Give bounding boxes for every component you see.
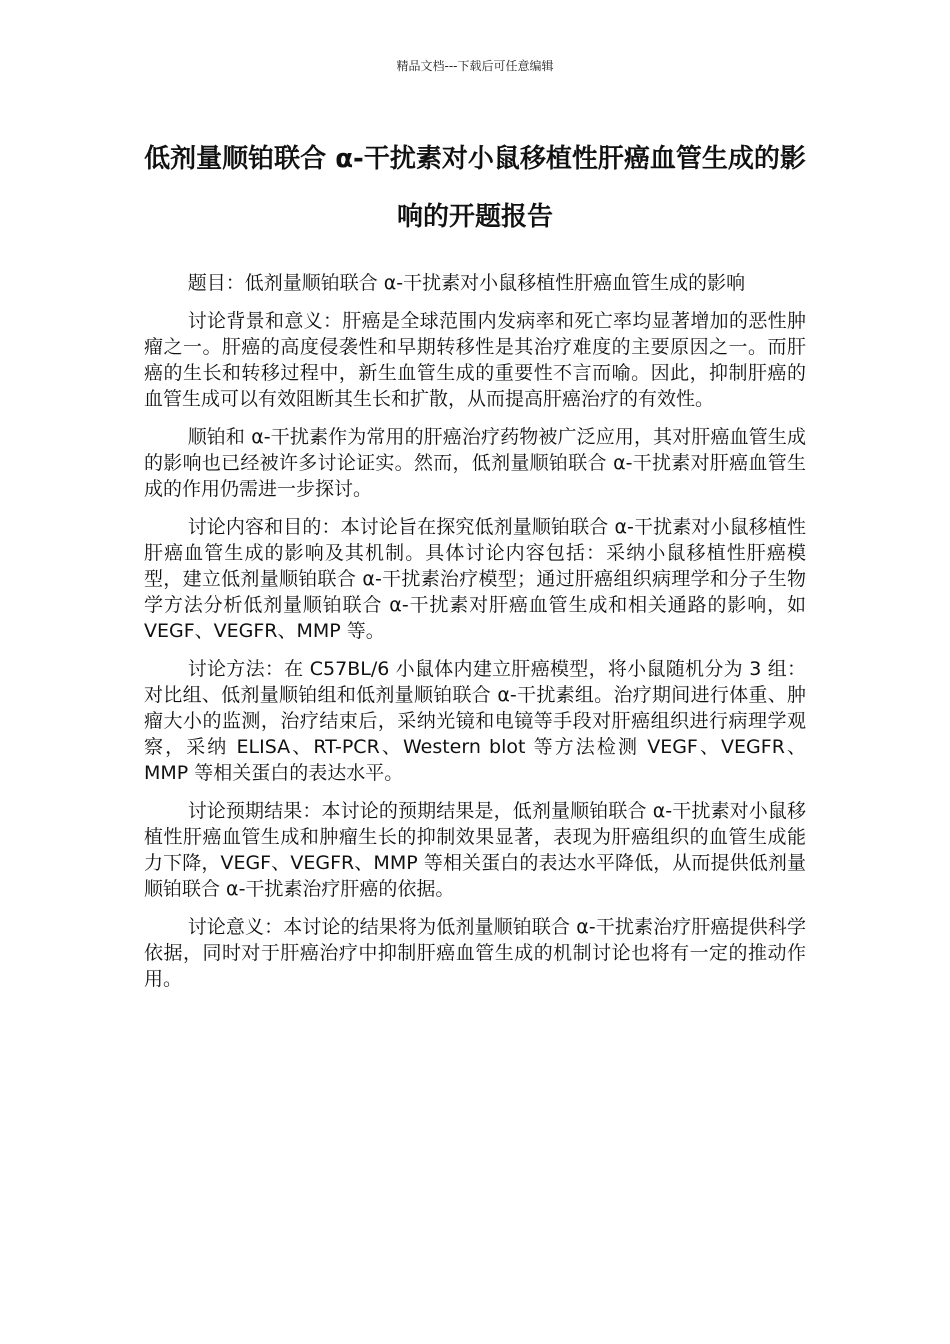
paragraph-content-purpose: 讨论内容和目的：本讨论旨在探究低剂量顺铂联合 α-干扰素对小鼠移植性肝癌血管生成的影响及其机制。具体讨论内容包括：采纳小鼠移植性肝癌模型，建立低剂量顺铂联合 α-干扰素治疗模型；通过肝癌组织病理学和分子生物学方法分析低剂量顺铂联合 α-干扰素对肝癌血管生成和相关通路的影响，如 VEGF、VEGFR、MMP 等。 [144,516,806,642]
paragraph-methods: 讨论方法：在 C57BL/6 小鼠体内建立肝癌模型，将小鼠随机分为 3 组：对比组、低剂量顺铂组和低剂量顺铂联合 α-干扰素组。治疗期间进行体重、肿瘤大小的监测，治疗结束后，采纳光镜和电镜等手段对肝癌组织进行病理学观察，采纳 ELISA、RT-PCR、Western blot 等方法检测 VEGF、VEGFR、MMP 等相关蛋白的表达水平。 [144,658,806,784]
paragraph-drugs: 顺铂和 α-干扰素作为常用的肝癌治疗药物被广泛应用，其对肝癌血管生成的影响也已经被许多讨论证实。然而，低剂量顺铂联合 α-干扰素对肝癌血管生成的作用仍需进一步探讨。 [144,426,806,500]
paragraph-significance: 讨论意义：本讨论的结果将为低剂量顺铂联合 α-干扰素治疗肝癌提供科学依据，同时对于肝癌治疗中抑制肝癌血管生成的机制讨论也将有一定的推动作用。 [144,916,806,990]
paragraph-background: 讨论背景和意义：肝癌是全球范围内发病率和死亡率均显著增加的恶性肿瘤之一。肝癌的高度侵袭性和早期转移性是其治疗难度的主要原因之一。而肝癌的生长和转移过程中，新生血管生成的重要性不言而喻。因此，抑制肝癌的血管生成可以有效阻断其生长和扩散，从而提高肝癌治疗的有效性。 [144,310,806,410]
document-title: 低剂量顺铂联合 α-干扰素对小鼠移植性肝癌血管生成的影响的开题报告 [144,144,806,232]
document-body [144,270,806,1004]
paragraph-topic: 题目：低剂量顺铂联合 α-干扰素对小鼠移植性肝癌血管生成的影响 [187,272,746,294]
paragraph-expected-results: 讨论预期结果：本讨论的预期结果是，低剂量顺铂联合 α-干扰素对小鼠移植性肝癌血管生成和肿瘤生长的抑制效果显著，表现为肝癌组织的血管生成能力下降，VEGF、VEGFR、MMP 等相关蛋白的表达水平降低，从而提供低剂量顺铂联合 α-干扰素治疗肝癌的依据。 [144,800,806,900]
header-note: 精品文档---下载后可任意编辑 [396,59,554,73]
